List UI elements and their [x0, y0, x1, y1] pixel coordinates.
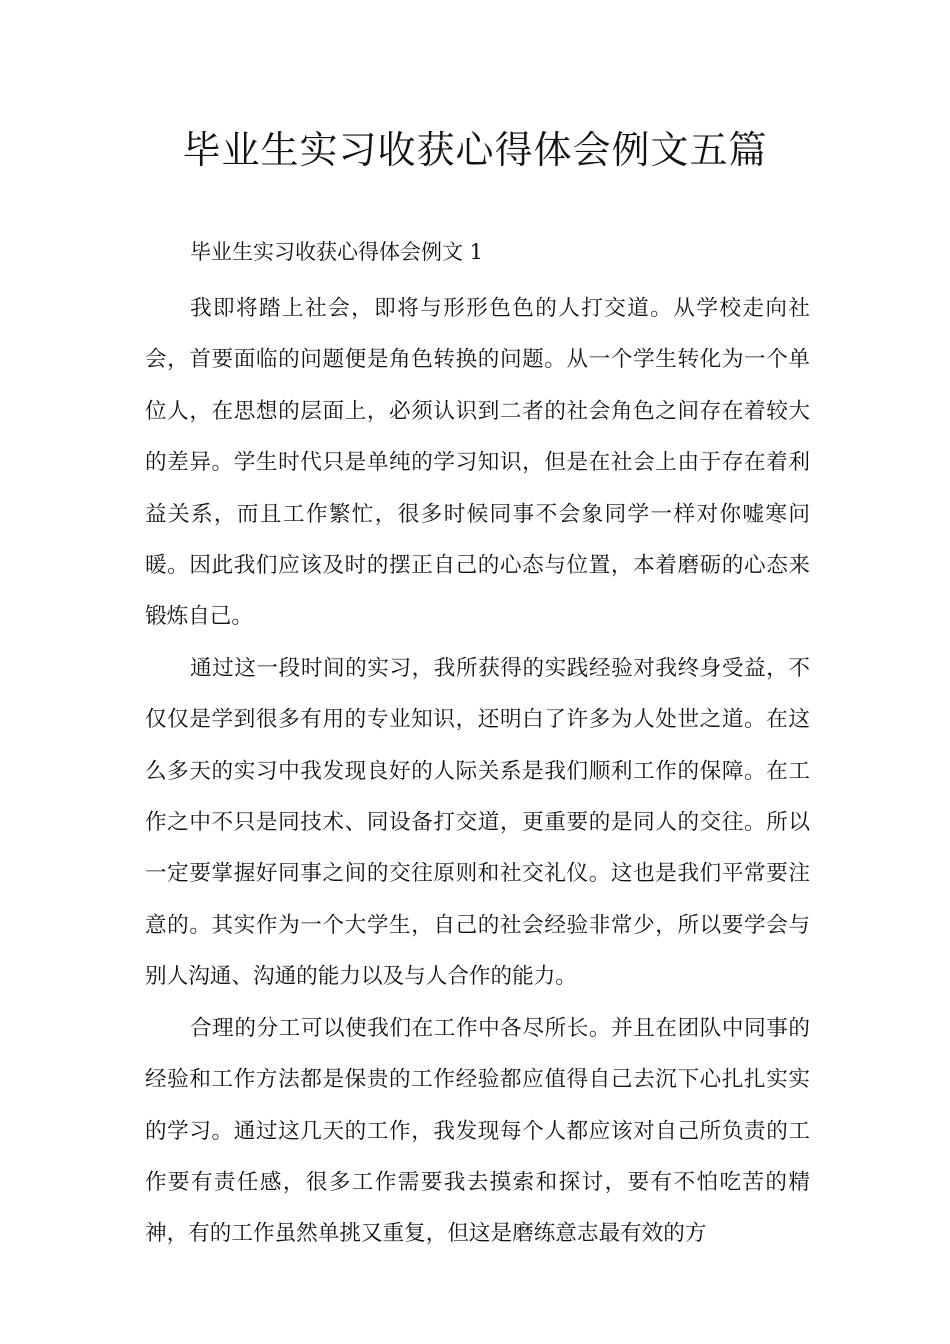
paragraph-2: 通过这一段时间的实习，我所获得的实践经验对我终身受益，不仅仅是学到很多有用的专业知识，还明白了许多为人处世之道。在这么多天的实习中我发现良好的人际关系是我们顺利工作的保障。在工作之中不只是同技术、同设备打交道，更重要的是同人的交往。所以一定要掌握好同事之间的交往原则和社交礼仪。这也是我们平常要注意的。其实作为一个大学生，自己的社会经验非常少，所以要学会与别人沟通、沟通的能力以及与人合作的能力。	[145, 655, 810, 990]
document-title: 毕业生实习收获心得体会例文五篇	[182, 128, 768, 172]
paragraph-3: 合理的分工可以使我们在工作中各尽所长。并且在团队中同事的经验和工作方法都是保贵的工作经验都应值得自己去沉下心扎扎实实的学习。通过这几天的工作，我发现每个人都应该对自己所负责的工作要有责任感，很多工作需要我去摸索和探讨，要有不怕吃苦的精神，有的工作虽然单挑又重复，但这是磨练意志最有效的方	[145, 1015, 810, 1247]
section-subtitle: 毕业生实习收获心得体会例文 1	[190, 240, 484, 264]
paragraph-1: 我即将踏上社会，即将与形形色色的人打交道。从学校走向社会，首要面临的问题便是角色转换的问题。从一个学生转化为一个单位人，在思想的层面上，必须认识到二者的社会角色之间存在着较大的差异。学生时代只是单纯的学习知识，但是在社会上由于存在着利益关系，而且工作繁忙，很多时候同事不会象同学一样对你嘘寒问暖。因此我们应该及时的摆正自己的心态与位置，本着磨砺的心态来锻炼自己。	[145, 296, 810, 630]
document-body	[145, 232, 810, 1260]
